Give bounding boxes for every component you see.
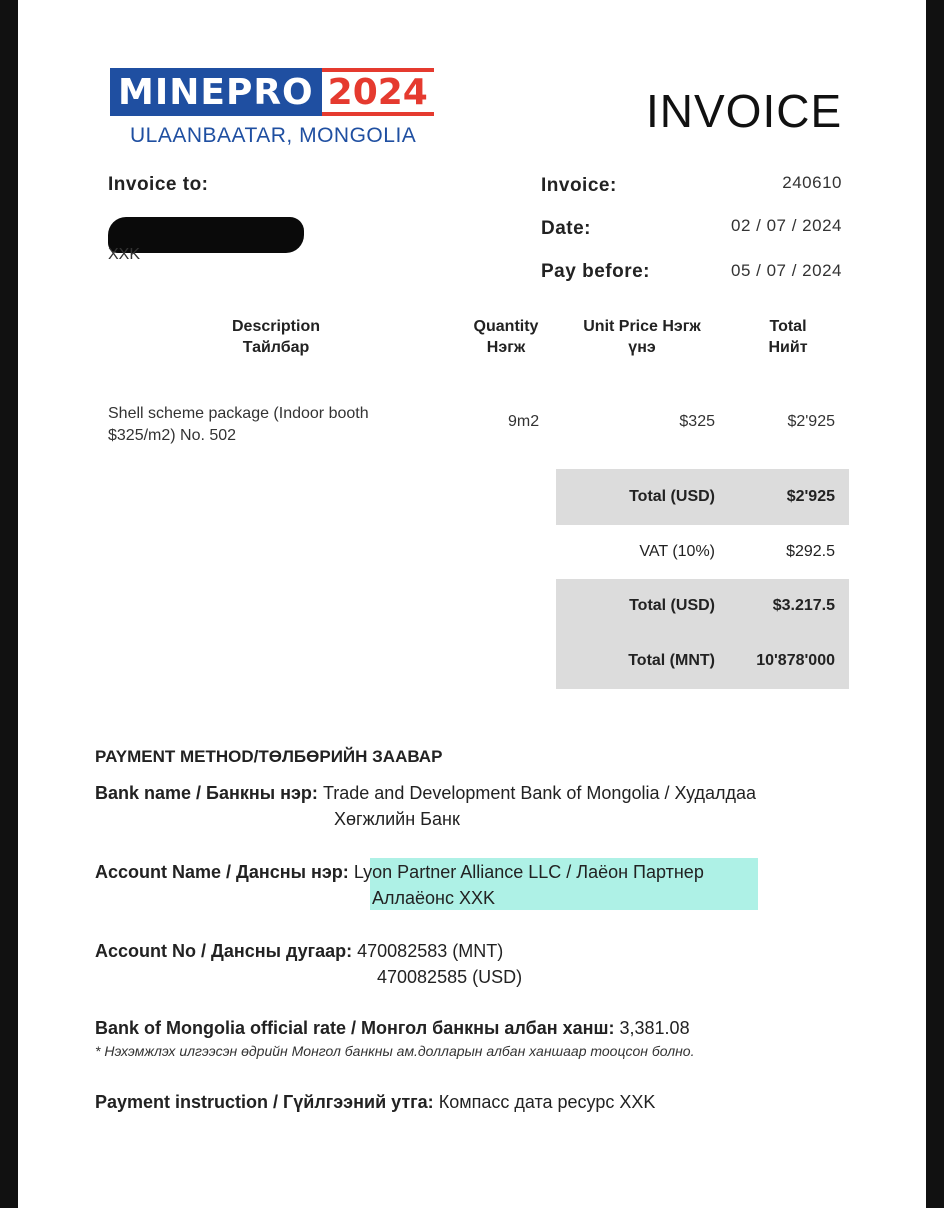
invoice-to-label: Invoice to: (108, 174, 209, 195)
pay-before-label: Pay before: (541, 261, 650, 282)
row-quantity: 9m2 (508, 413, 540, 430)
row-unit-price: $325 (679, 413, 715, 430)
bank-name-value: Trade and Development Bank of Mongolia / Худалдаа (322, 783, 757, 803)
header-description-mn: Тайлбар (242, 339, 310, 356)
payment-instruction-value: Компасс дата ресурс XXK (438, 1092, 656, 1112)
header-total (738, 316, 838, 358)
account-name-value: Lyon Partner Alliance LLC / Лаёон Партнер (353, 862, 704, 882)
total-mnt-value: 10'878'000 (756, 652, 835, 669)
header-unit-price (572, 316, 712, 358)
table-row (108, 403, 369, 447)
logo-location: ULAANBAATAR, MONGOLIA (130, 124, 417, 147)
header-unit-price-mn: үнэ (628, 339, 656, 356)
payment-instruction-row (95, 1089, 655, 1115)
official-rate-row (95, 1015, 690, 1041)
account-no-label: Account No / Дансны дугаар: (95, 941, 353, 961)
header-quantity-en: Quantity (473, 318, 539, 335)
bank-name-value-line2: Хөгжлийн Банк (334, 809, 460, 829)
pay-before-date: 05 / 07 / 2024 (731, 261, 842, 280)
official-rate-label: Bank of Mongolia official rate / Монгол банкны албан ханш: (95, 1018, 615, 1038)
header-unit-price-en: Unit Price Нэгж (583, 318, 701, 335)
total-usd-value: $3.217.5 (772, 597, 835, 614)
payment-heading (95, 744, 442, 770)
invoice-number-label: Invoice: (541, 175, 617, 196)
invoice-to-company: XXK (108, 246, 141, 263)
logo-year: 2024 (322, 68, 434, 116)
official-rate-value: 3,381.08 (619, 1018, 690, 1038)
account-no-usd: 470082585 (USD) (377, 967, 523, 987)
invoice-number: 240610 (782, 173, 842, 192)
payment-heading-text: PAYMENT METHOD/ТӨЛБӨРИЙН ЗААВАР (95, 747, 443, 766)
date-label: Date: (541, 218, 592, 239)
account-name-row (95, 859, 704, 885)
account-name-label: Account Name / Дансны нэр: (95, 862, 349, 882)
total-usd-label: Total (USD) (629, 597, 715, 614)
bank-name-row (95, 780, 756, 806)
summary-shade-2 (556, 579, 849, 689)
header-quantity (456, 316, 556, 358)
header-quantity-mn: Нэгж (486, 339, 526, 356)
page-title: INVOICE (646, 85, 843, 137)
account-name-value-line2: Аллаёонс XXK (372, 888, 496, 908)
vat-label: VAT (10%) (639, 543, 715, 560)
row-description-line2: $325/m2) No. 502 (108, 427, 237, 444)
vat-value: $292.5 (786, 543, 835, 560)
header-total-mn: Нийт (768, 339, 808, 356)
payment-instruction-label: Payment instruction / Гүйлгээний утга: (95, 1092, 434, 1112)
bank-name-label: Bank name / Банкны нэр: (95, 783, 318, 803)
total-mnt-label: Total (MNT) (628, 652, 715, 669)
header-total-en: Total (769, 318, 807, 335)
minepro-logo (110, 68, 434, 116)
subtotal-label: Total (USD) (629, 488, 715, 505)
logo-brand: MINEPRO (110, 68, 322, 116)
subtotal-value: $2'925 (786, 488, 835, 505)
header-description (196, 316, 356, 358)
row-description-line1: Shell scheme package (Indoor booth (108, 405, 369, 422)
invoice-date: 02 / 07 / 2024 (731, 216, 842, 235)
row-total: $2'925 (787, 413, 835, 430)
rate-note: * Нэхэмжлэх илгээсэн өдрийн Монгол банкны ам.долларын албан ханшаар тооцсон болно. (95, 1043, 695, 1059)
header-description-en: Description (231, 318, 320, 335)
account-no-row (95, 938, 503, 964)
account-no-mnt: 470082583 (MNT) (357, 941, 504, 961)
